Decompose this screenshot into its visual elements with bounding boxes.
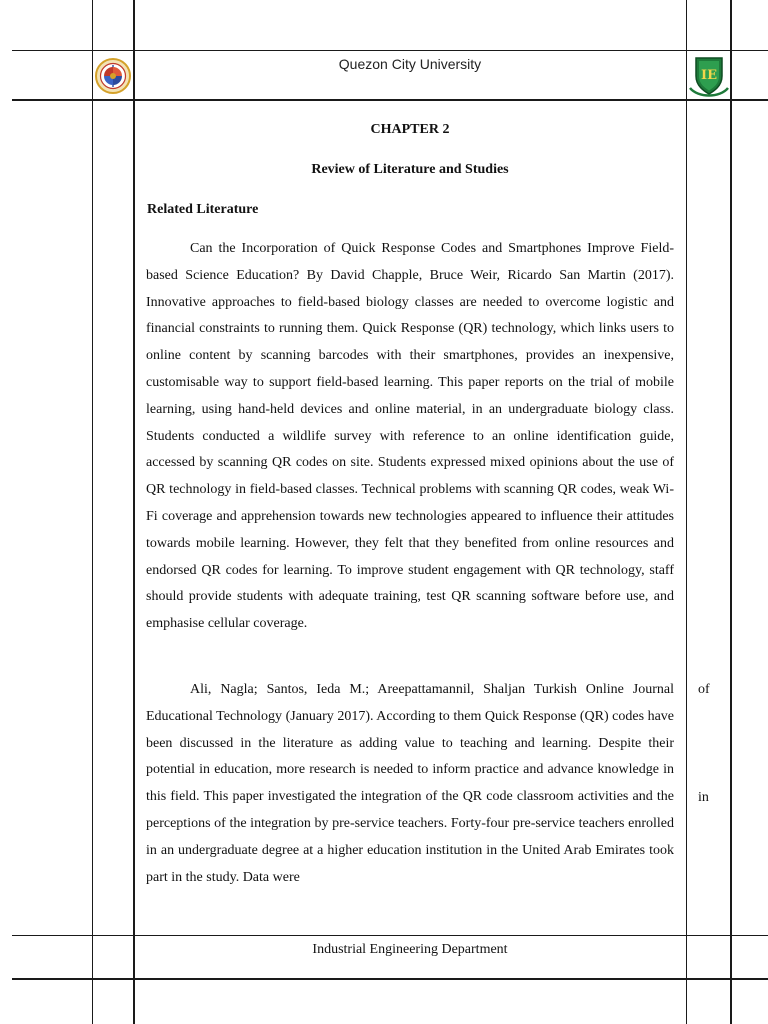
margin-word-in: in <box>698 790 709 805</box>
margin-line-inner-right <box>686 0 687 1024</box>
header-top-rule <box>12 50 768 51</box>
svg-text:IE: IE <box>701 68 717 83</box>
footer-department: Industrial Engineering Department <box>312 942 508 957</box>
margin-line-outer-right <box>730 0 732 1024</box>
chapter-title: Review of Literature and Studies <box>311 162 509 177</box>
paragraph-ali-2017: Ali, Nagla; Santos, Ieda M.; Areepattamannil, Shaljan Turkish Online Journal Educational Technology (January 2017). According to them Quick Response (QR) codes have been discussed in the literature as adding value to teaching and learning. Despite their potential in education, more research is needed to inform practice and advance knowledge in this field. This paper investigated the integration of the QR code classroom activities and the perceptions of the integration by pre-service teachers. Forty-four pre-service teachers enrolled in an undergraduate degree at a higher education institution in the United Arab Emirates took part in the study. Data were <box>146 682 674 885</box>
margin-line-outer-left <box>92 0 93 1024</box>
margin-word-of: of <box>698 682 710 697</box>
chapter-heading: CHAPTER 2 <box>370 122 450 137</box>
footer-top-rule <box>12 935 768 936</box>
section-heading: Related Literature <box>147 202 259 217</box>
paragraph-chapple-2017: Can the Incorporation of Quick Response Codes and Smartphones Improve Field-based Science Education? By David Chapple, Bruce Weir, Ricardo San Martin (2017). Innovative approaches to field-based biology classes are needed to overcome logistic and financial constraints to running them. Quick Response (QR) technology, which links users to online content by scanning barcodes with their smartphones, provides an inexpensive, customisable way to support field-based learning. This paper reports on the trial of mobile learning, using hand-held devices and online material, in an undergraduate biology class. Students conducted a wildlife survey with reference to an online identification guide, accessed by scanning QR codes on site. Students expressed mixed opinions about the use of QR technology in field-based classes. Technical problems with scanning QR codes, weak Wi-Fi coverage and apprehension towards new technologies appeared to influence their attitudes towards mobile learning. However, they felt that they benefited from online resources and endorsed QR codes for learning. To improve student engagement with QR technology, staff should provide students with adequate training, test QR scanning software before use, and emphasise cellular coverage. <box>146 241 674 632</box>
header-bottom-rule <box>12 99 768 101</box>
margin-line-inner-left <box>133 0 135 1024</box>
ie-department-shield-logo <box>688 54 730 98</box>
university-seal-logo <box>95 57 131 95</box>
footer-bottom-rule <box>12 978 768 980</box>
university-name: Quezon City University <box>338 56 482 72</box>
